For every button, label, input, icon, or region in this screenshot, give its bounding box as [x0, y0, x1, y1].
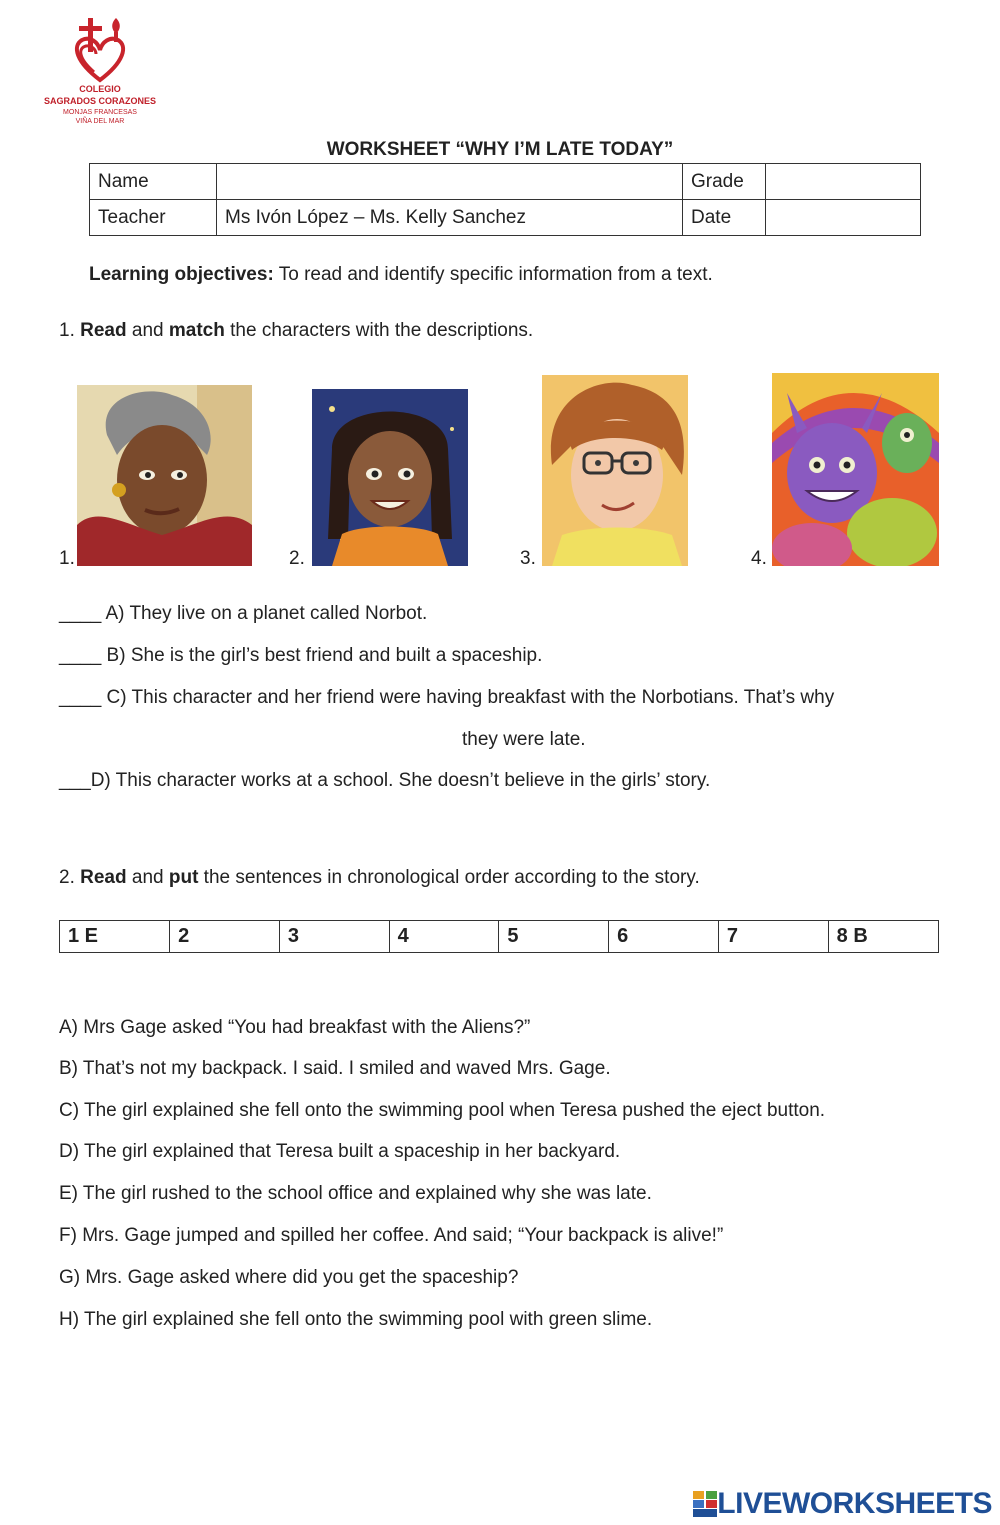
- answer-blank[interactable]: ___: [59, 770, 91, 791]
- order-cell-3[interactable]: 3: [279, 921, 389, 953]
- picture-number-1: 1.: [59, 548, 75, 569]
- section-1-rest: the characters with the descriptions.: [224, 320, 534, 341]
- watermark-text: LIVEWORKSHEETS: [717, 1487, 992, 1520]
- read-word: Read: [80, 320, 127, 341]
- read-word: Read: [80, 867, 127, 888]
- teacher-label: Teacher: [90, 200, 217, 236]
- section-2-instruction: [59, 867, 700, 889]
- name-label: Name: [90, 164, 217, 200]
- liveworksheets-watermark: [693, 1486, 992, 1522]
- statement-text: D) This character works at a school. She doesn’t believe in the girls’ story.: [90, 770, 711, 791]
- logo-line-4: VIÑA DEL MAR: [75, 118, 125, 125]
- picture-number-2: 2.: [289, 548, 305, 569]
- sentence-d: D) The girl explained that Teresa built a spaceship in her backyard.: [59, 1141, 621, 1162]
- sentence-b: B) That’s not my backpack. I said. I smiled and waved Mrs. Gage.: [59, 1058, 611, 1079]
- order-cell-7[interactable]: 7: [718, 921, 828, 953]
- objectives-label: Learning objectives:: [89, 264, 274, 285]
- order-cell-8: 8 B: [828, 921, 938, 953]
- sacred-hearts-emblem-icon: [36, 10, 164, 90]
- match-statement-a: [59, 603, 427, 625]
- picture-number-4: 4.: [751, 548, 767, 569]
- character-picture-friend: [542, 375, 688, 566]
- date-field[interactable]: [766, 200, 921, 236]
- section-2-number: 2.: [59, 867, 81, 888]
- student-info-table: [89, 163, 921, 236]
- liveworksheets-logo-icon: [693, 1491, 717, 1517]
- character-picture-teacher: [77, 385, 252, 566]
- section-1-instruction: [59, 320, 533, 342]
- answer-blank[interactable]: ____: [59, 645, 102, 666]
- sentence-h: H) The girl explained she fell onto the swimming pool with green slime.: [59, 1309, 653, 1330]
- logo-line-2: SAGRADOS CORAZONES: [43, 96, 156, 106]
- section-1-number: 1.: [59, 320, 75, 341]
- learning-objectives: [89, 264, 713, 286]
- sentence-g: G) Mrs. Gage asked where did you get the spaceship?: [59, 1267, 519, 1288]
- worksheet-title: WORKSHEET “WHY I’M LATE TODAY”: [326, 139, 674, 160]
- match-statement-d: [59, 770, 710, 792]
- section-2-rest: the sentences in chronological order according to the story.: [198, 867, 700, 888]
- order-cell-2[interactable]: 2: [170, 921, 280, 953]
- teacher-value: Ms Ivón López – Ms. Kelly Sanchez: [217, 200, 683, 236]
- grade-label: Grade: [683, 164, 766, 200]
- sentence-e: E) The girl rushed to the school office and explained why she was late.: [59, 1183, 652, 1204]
- match-word: match: [168, 320, 225, 341]
- order-cell-5[interactable]: 5: [499, 921, 609, 953]
- statement-text: A) They live on a planet called Norbot.: [101, 603, 428, 624]
- picture-number-3: 3.: [520, 548, 536, 569]
- logo-line-1: COLEGIO: [79, 84, 121, 94]
- and-word: and: [126, 320, 169, 341]
- answer-blank[interactable]: ____: [59, 603, 102, 624]
- order-cell-4[interactable]: 4: [389, 921, 499, 953]
- answer-blank[interactable]: ____: [59, 687, 102, 708]
- chronological-order-table: [59, 920, 939, 953]
- order-cell-1: 1 E: [60, 921, 170, 953]
- statement-text: they were late.: [462, 729, 586, 750]
- sentence-a: A) Mrs Gage asked “You had breakfast with the Aliens?”: [59, 1017, 531, 1038]
- school-logo: [36, 10, 164, 132]
- name-field[interactable]: [217, 164, 683, 200]
- statement-text: C) This character and her friend were having breakfast with the Norbotians. That’s why: [101, 687, 835, 708]
- character-picture-girl: [312, 389, 468, 566]
- sentence-c: C) The girl explained she fell onto the swimming pool when Teresa pushed the eject button.: [59, 1100, 826, 1121]
- put-word: put: [168, 867, 199, 888]
- logo-line-3: MONJAS FRANCESAS: [63, 109, 137, 116]
- order-cell-6[interactable]: 6: [609, 921, 719, 953]
- sentence-f: F) Mrs. Gage jumped and spilled her coffee. And said; “Your backpack is alive!”: [59, 1225, 724, 1246]
- character-picture-aliens: [772, 373, 939, 566]
- grade-field[interactable]: [766, 164, 921, 200]
- match-statement-b: [59, 645, 542, 667]
- date-label: Date: [683, 200, 766, 236]
- and-word: and: [126, 867, 169, 888]
- match-statement-c: [59, 687, 834, 709]
- match-statement-c-continued: [462, 729, 586, 751]
- objectives-text: To read and identify specific information from a text.: [273, 264, 713, 285]
- statement-text: B) She is the girl’s best friend and built a spaceship.: [101, 645, 543, 666]
